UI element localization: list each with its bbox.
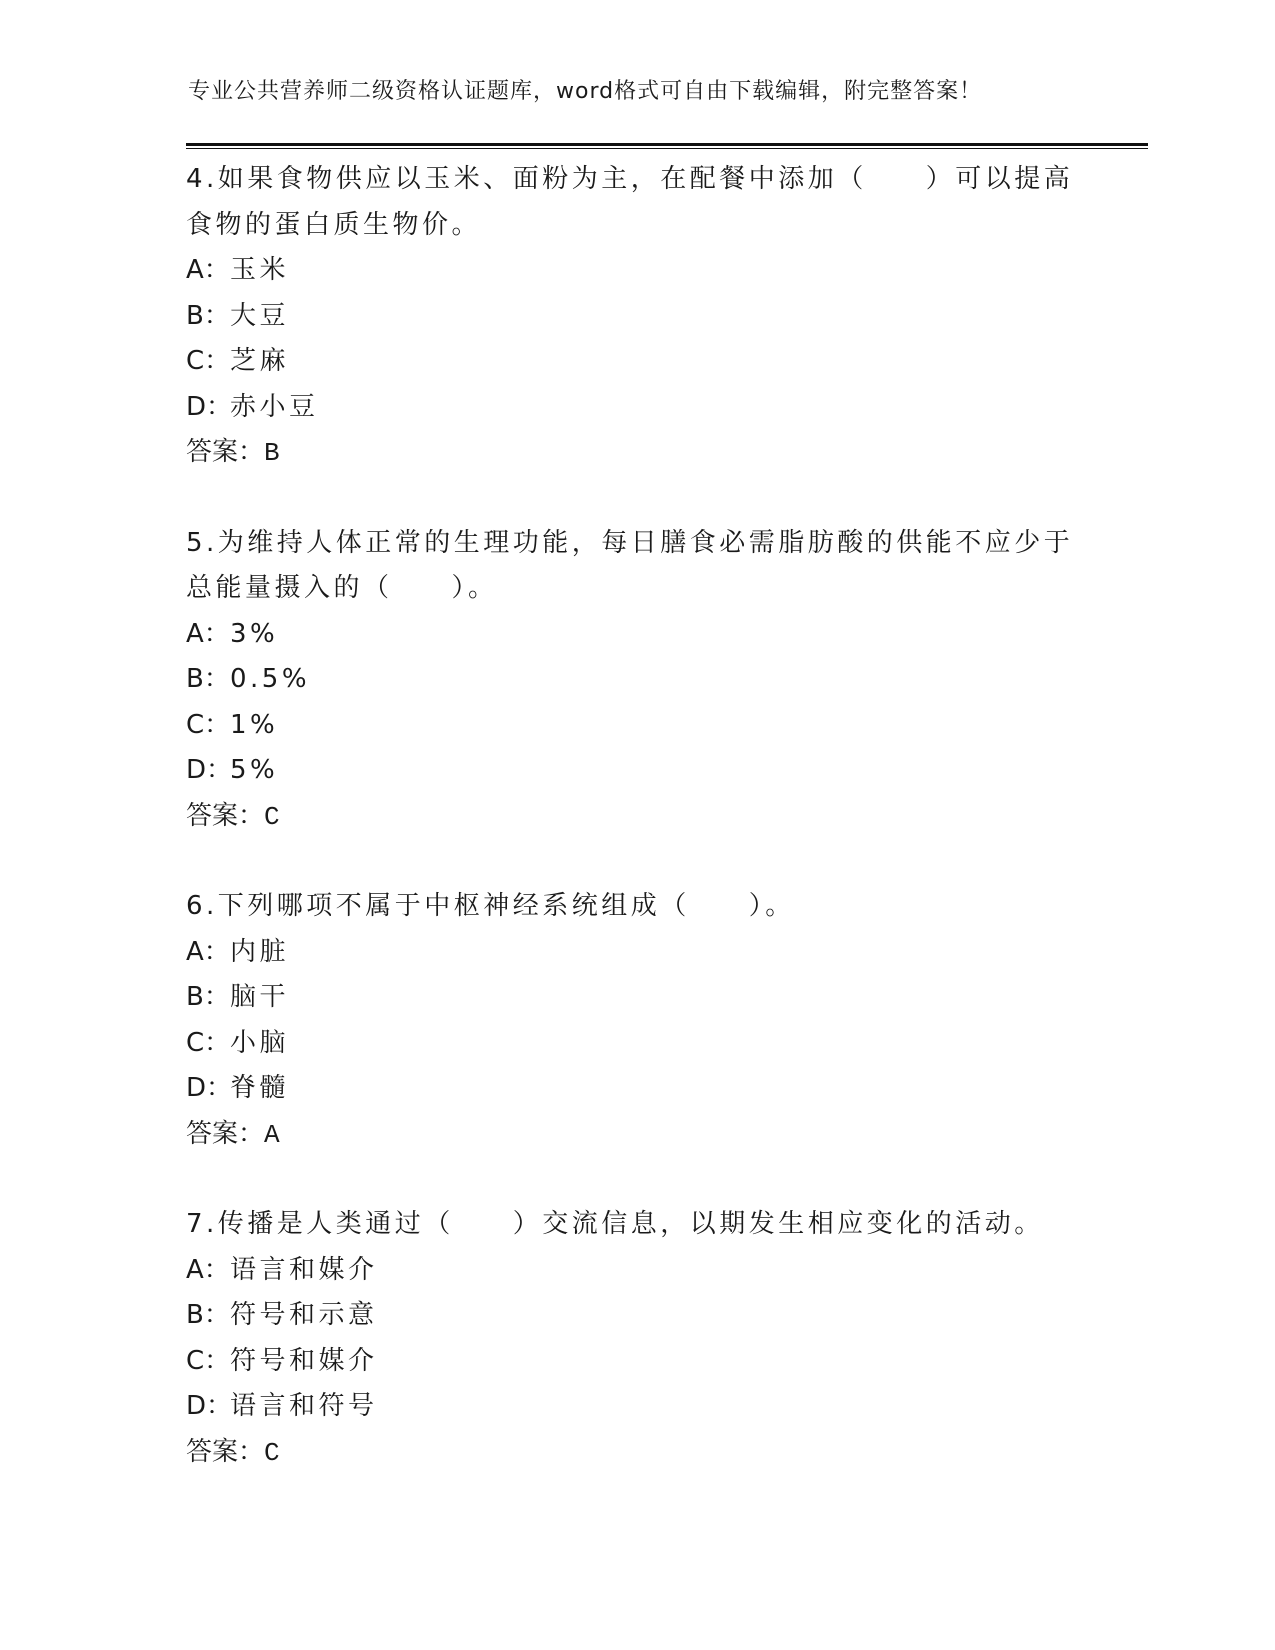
option-a <box>186 248 1086 294</box>
question-text-line: 总能量摄入的（ ）。 <box>186 573 498 603</box>
option-c <box>186 1339 1086 1385</box>
option-key: D： <box>186 1391 233 1421</box>
option-key: C： <box>186 1345 231 1376</box>
option-text: 语言和媒介 <box>230 1254 378 1285</box>
option-text: 内脏 <box>230 936 290 967</box>
option-key: A： <box>186 618 230 649</box>
option-text: 赤小豆 <box>230 391 319 422</box>
option-text: 语言和符号 <box>230 1391 378 1421</box>
option-text: 符号和示意 <box>230 1300 378 1330</box>
answer-line <box>186 430 1086 476</box>
question-list <box>186 157 1086 1520</box>
answer-label: 答案： <box>186 1118 265 1149</box>
option-key: D： <box>186 1073 233 1103</box>
option-key: A： <box>186 255 230 285</box>
option-text: 芝麻 <box>230 346 290 376</box>
option-text: 符号和媒介 <box>230 1345 378 1376</box>
option-text: 小脑 <box>230 1027 290 1058</box>
answer-value: A <box>264 1119 280 1150</box>
option-text: 脑干 <box>230 982 290 1012</box>
option-text: 5% <box>230 755 279 785</box>
option-c <box>186 339 1086 385</box>
option-text: 0.5% <box>230 664 311 694</box>
option-key: B： <box>186 982 230 1012</box>
option-text: 3% <box>230 618 279 649</box>
option-key: D： <box>186 391 233 422</box>
question-5 <box>186 521 1086 840</box>
option-d <box>186 1384 1086 1430</box>
answer-value: C <box>264 1437 280 1468</box>
question-4 <box>186 157 1086 476</box>
question-text-line: 7.传播是人类通过（ ）交流信息，以期发生相应变化的活动。 <box>186 1209 1044 1239</box>
option-key: B： <box>186 1300 230 1330</box>
option-text: 大豆 <box>230 300 290 331</box>
option-key: C： <box>186 709 231 740</box>
header-divider <box>186 143 1148 149</box>
option-c <box>186 703 1086 749</box>
question-text-line: 5.为维持人体正常的生理功能，每日膳食必需脂肪酸的供能不应少于 <box>186 527 1074 558</box>
option-key: C： <box>186 346 231 376</box>
option-d <box>186 748 1086 794</box>
option-key: A： <box>186 1254 230 1285</box>
question-6 <box>186 884 1086 1157</box>
question-text-line: 食物的蛋白质生物价。 <box>186 209 482 240</box>
option-d <box>186 385 1086 431</box>
option-text: 脊髓 <box>230 1073 290 1103</box>
answer-label: 答案： <box>186 1436 265 1467</box>
answer-line <box>186 1112 1086 1158</box>
option-key: B： <box>186 300 230 331</box>
option-text: 玉米 <box>230 255 290 285</box>
answer-value: C <box>264 801 280 832</box>
option-b <box>186 975 1086 1021</box>
question-text-line: 4.如果食物供应以玉米、面粉为主，在配餐中添加（ ）可以提高 <box>186 164 1074 194</box>
answer-line <box>186 1430 1086 1476</box>
option-a <box>186 930 1086 976</box>
answer-value: B <box>264 438 280 468</box>
option-key: D： <box>186 755 233 785</box>
option-b <box>186 294 1086 340</box>
option-b <box>186 1293 1086 1339</box>
option-b <box>186 657 1086 703</box>
option-key: A： <box>186 936 230 967</box>
question-7 <box>186 1202 1086 1475</box>
option-a <box>186 1248 1086 1294</box>
answer-label: 答案： <box>186 800 265 831</box>
option-key: C： <box>186 1027 231 1058</box>
option-key: B： <box>186 664 230 694</box>
option-d <box>186 1066 1086 1112</box>
option-a <box>186 612 1086 658</box>
option-text: 1% <box>230 709 279 740</box>
answer-label: 答案： <box>186 437 265 467</box>
page-header: 专业公共营养师二级资格认证题库，word格式可自由下载编辑，附完整答案！ <box>188 79 983 104</box>
answer-line <box>186 794 1086 840</box>
question-text-line: 6.下列哪项不属于中枢神经系统组成（ ）。 <box>186 891 795 921</box>
option-c <box>186 1021 1086 1067</box>
